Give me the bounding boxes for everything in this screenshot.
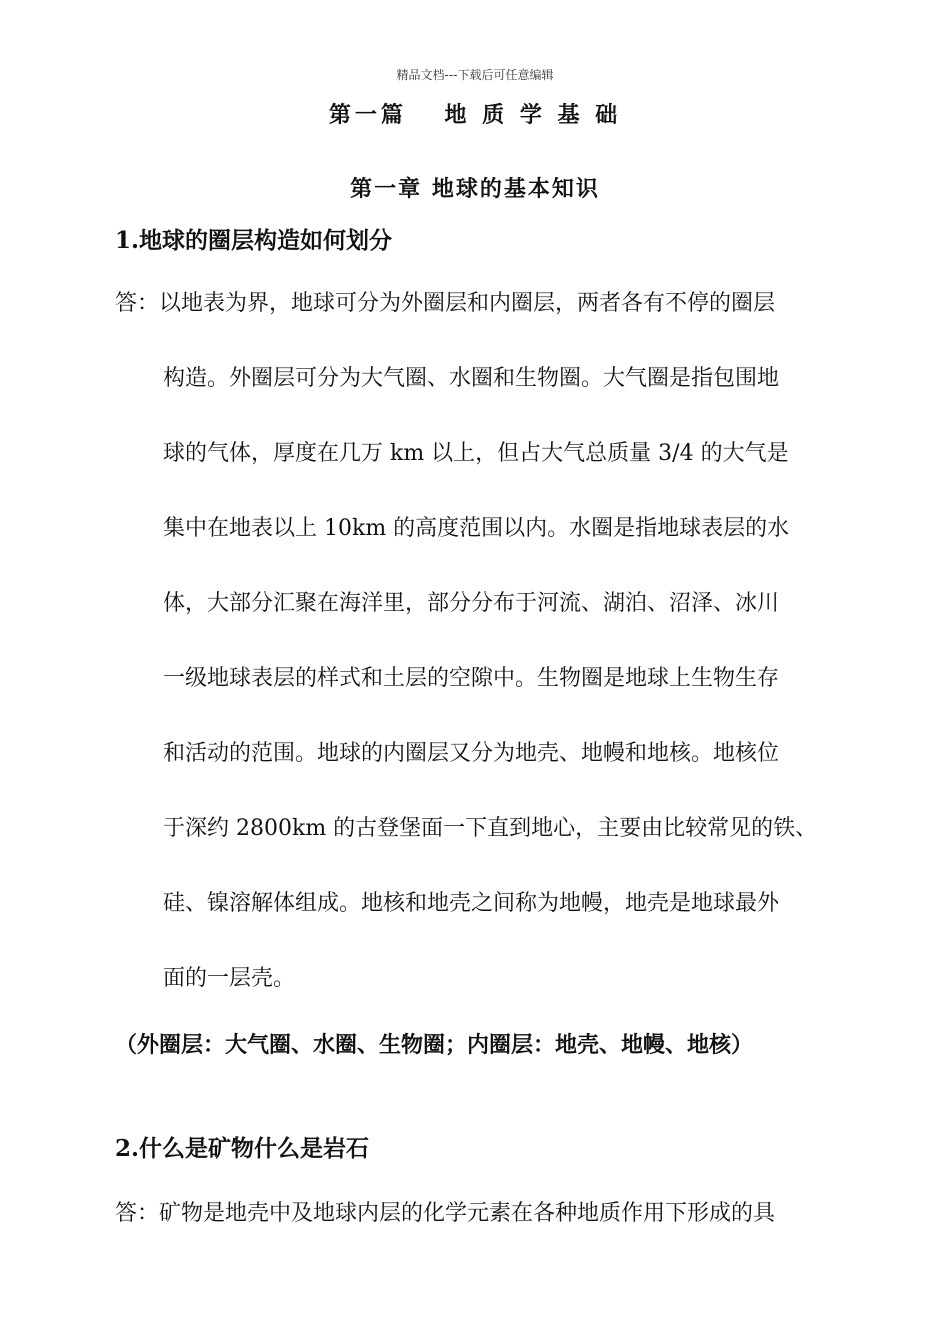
question-heading-2: 2.什么是矿物什么是岩石	[115, 1135, 370, 1162]
question-heading-1: 1.地球的圈层构造如何划分	[115, 227, 393, 254]
answer-line: 和活动的范围。地球的内圈层又分为地壳、地幔和地核。地核位	[163, 741, 780, 766]
answer-line: 构造。外圈层可分为大气圈、水圈和生物圈。大气圈是指包围地	[163, 366, 780, 391]
answer-block-1	[115, 288, 855, 1038]
answer-line: 面的一层壳。	[163, 966, 296, 991]
answer-block-2	[115, 1198, 855, 1273]
summary-line: （外圈层：大气圈、水圈、生物圈；内圈层：地壳、地幔、地核）	[115, 1032, 754, 1058]
answer-line: 球的气体，厚度在几万 km 以上，但占大气总质量 3/4 的大气是	[163, 441, 789, 466]
answer-line: 体，大部分汇聚在海洋里，部分分布于河流、湖泊、沼泽、冰川	[163, 591, 780, 616]
header-note: 精品文档---下载后可任意编辑	[396, 68, 554, 82]
answer-line: 硅、镍溶解体组成。地核和地壳之间称为地幔，地壳是地球最外	[163, 891, 780, 916]
answer-line: 于深约 2800km 的古登堡面一下直到地心，主要由比较常见的铁、	[163, 816, 818, 841]
answer-line: 集中在地表以上 10km 的高度范围以内。水圈是指地球表层的水	[163, 516, 790, 541]
part-title: 第一篇 地 质 学 基 础	[328, 102, 622, 128]
answer-line: 答：以地表为界，地球可分为外圈层和内圈层，两者各有不停的圈层	[115, 291, 776, 316]
answer-line: 一级地球表层的样式和土层的空隙中。生物圈是地球上生物生存	[163, 666, 780, 691]
chapter-title: 第一章 地球的基本知识	[350, 176, 600, 202]
answer-line: 答：矿物是地壳中及地球内层的化学元素在各种地质作用下形成的具	[115, 1201, 776, 1226]
